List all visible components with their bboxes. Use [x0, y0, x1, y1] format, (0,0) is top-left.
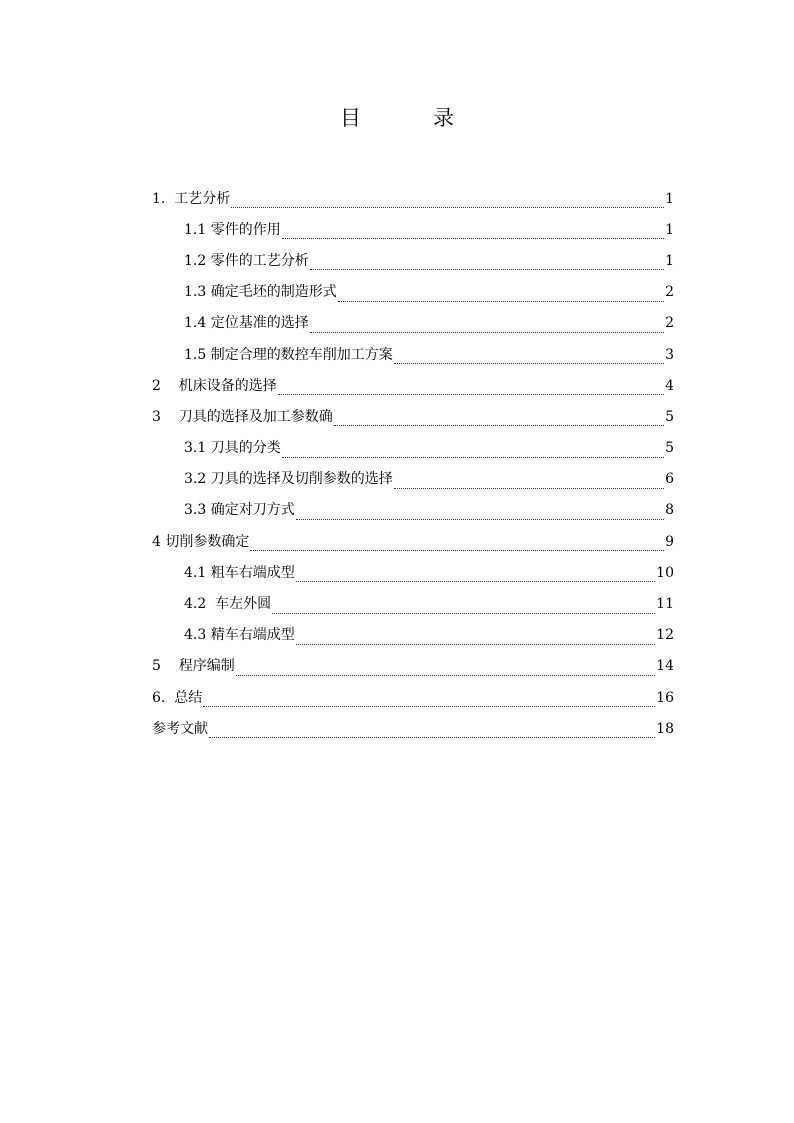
- toc-entry-label: 参考文献: [152, 720, 208, 737]
- toc-dot-leader: [231, 195, 664, 208]
- toc-entry-page-number: 11: [656, 596, 674, 613]
- toc-entry-page-number: 3: [665, 346, 674, 363]
- toc-entry-page-number: 2: [665, 315, 674, 332]
- toc-entry[interactable]: [152, 588, 674, 619]
- toc-entry-page-number: 14: [656, 658, 674, 675]
- toc-entry-label: 4 切削参数确定: [152, 533, 250, 550]
- toc-entry-label: 3 刀具的选择及加工参数确: [152, 408, 333, 425]
- toc-entry[interactable]: [152, 183, 674, 214]
- toc-entry-page-number: 9: [665, 533, 674, 550]
- toc-entry-label: 3.1 刀具的分类: [184, 440, 281, 457]
- toc-entry-label: 4.1 粗车右端成型: [184, 564, 295, 581]
- toc-entry-page-number: 2: [665, 284, 674, 301]
- toc-entry-label: 2 机床设备的选择: [152, 377, 277, 394]
- toc-dot-leader: [282, 445, 664, 458]
- toc-entry[interactable]: [152, 620, 674, 651]
- page-title: [0, 104, 794, 132]
- toc-entry-label: 3.3 确定对刀方式: [184, 502, 295, 519]
- toc-entry-page-number: 18: [656, 720, 674, 737]
- toc-entry[interactable]: [152, 433, 674, 464]
- toc-entry-page-number: 1: [665, 221, 674, 238]
- toc-dot-leader: [310, 257, 664, 270]
- toc-entry[interactable]: [152, 308, 674, 339]
- toc-entry-page-number: 4: [665, 377, 674, 394]
- toc-dot-leader: [236, 663, 655, 676]
- toc-entry[interactable]: [152, 713, 674, 744]
- toc-dot-leader: [296, 632, 655, 645]
- toc-entry-label: 1.2 零件的工艺分析: [184, 252, 309, 269]
- toc-entry[interactable]: [152, 277, 674, 308]
- toc-entry-label: 1.1 零件的作用: [184, 221, 281, 238]
- toc-dot-leader: [272, 601, 655, 614]
- toc-dot-leader: [296, 569, 655, 582]
- toc-dot-leader: [334, 413, 664, 426]
- toc-dot-leader: [394, 476, 664, 489]
- toc-dot-leader: [282, 226, 664, 239]
- toc-entry[interactable]: [152, 682, 674, 713]
- toc-entry[interactable]: [152, 339, 674, 370]
- toc-entry[interactable]: [152, 370, 674, 401]
- toc-entry-label: 4.3 精车右端成型: [184, 627, 295, 644]
- toc-dot-leader: [310, 320, 664, 333]
- toc-entry-page-number: 5: [665, 408, 674, 425]
- toc-entry[interactable]: [152, 464, 674, 495]
- toc-entry-page-number: 16: [656, 689, 674, 706]
- toc-entry[interactable]: [152, 651, 674, 682]
- toc-entry-page-number: 12: [656, 627, 674, 644]
- toc-dot-leader: [278, 382, 664, 395]
- toc-entry-page-number: 1: [665, 252, 674, 269]
- toc-entry[interactable]: [152, 401, 674, 432]
- toc-entry-label: 4.2 车左外圆: [184, 596, 272, 613]
- toc-entry-page-number: 10: [656, 564, 674, 581]
- toc-entry[interactable]: [152, 495, 674, 526]
- toc-entry[interactable]: [152, 245, 674, 276]
- toc-entry[interactable]: [152, 214, 674, 245]
- toc-dot-leader: [394, 351, 664, 364]
- toc-entry-page-number: 5: [665, 440, 674, 457]
- toc-entry-label: 5 程序编制: [152, 658, 235, 675]
- toc-entry-label: 1.4 定位基准的选择: [184, 315, 309, 332]
- toc-dot-leader: [250, 538, 664, 551]
- toc-entry-label: 1. 工艺分析: [152, 190, 231, 207]
- toc-entry-page-number: 6: [665, 471, 674, 488]
- toc-entry-label: 6. 总结: [152, 689, 203, 706]
- toc-dot-leader: [203, 694, 655, 707]
- toc-dot-leader: [296, 507, 664, 520]
- table-of-contents: [152, 183, 674, 744]
- toc-entry-label: 1.5 制定合理的数控车削加工方案: [184, 346, 393, 363]
- toc-dot-leader: [209, 725, 655, 738]
- toc-entry[interactable]: [152, 526, 674, 557]
- toc-dot-leader: [338, 289, 664, 302]
- toc-entry-label: 1.3 确定毛坯的制造形式: [184, 284, 337, 301]
- toc-entry-label: 3.2 刀具的选择及切削参数的选择: [184, 471, 393, 488]
- toc-entry-page-number: 8: [665, 502, 674, 519]
- title-char-2: 录: [433, 106, 454, 130]
- toc-entry-page-number: 1: [665, 190, 674, 207]
- toc-entry[interactable]: [152, 557, 674, 588]
- title-char-1: 目: [340, 106, 361, 130]
